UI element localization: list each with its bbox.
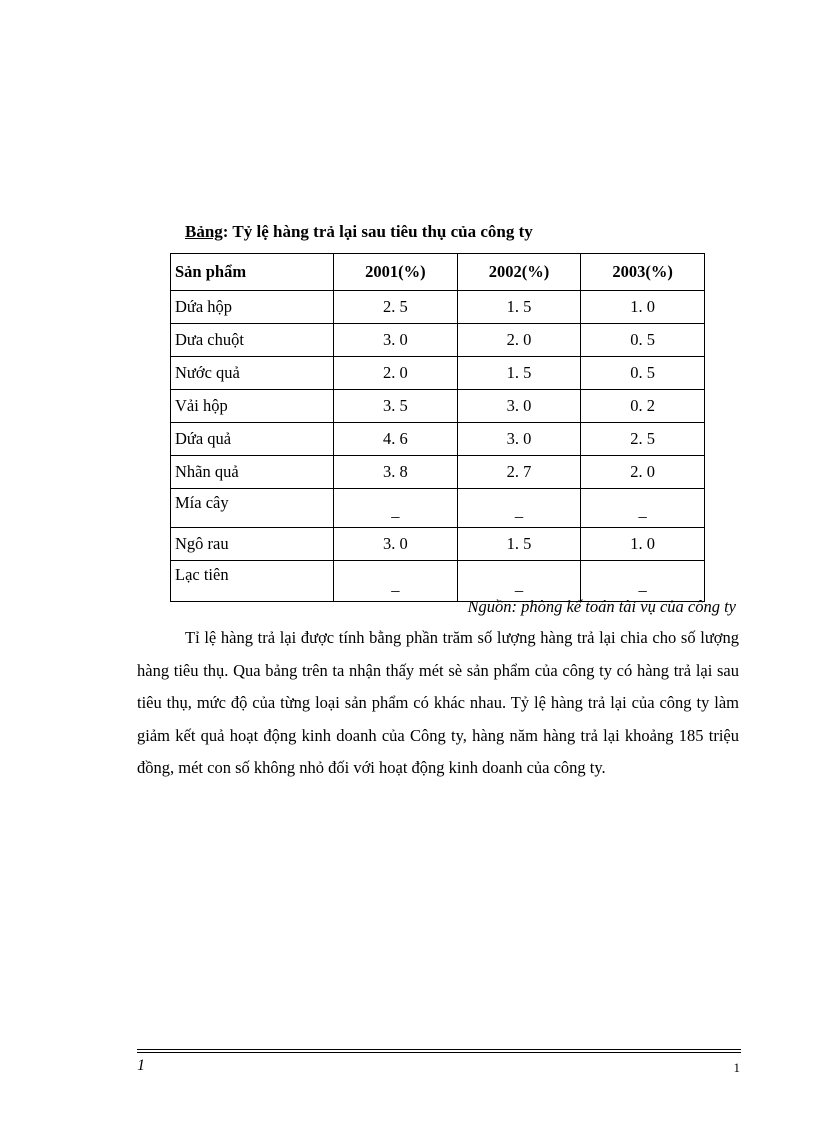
table-row (171, 528, 705, 561)
table-source-note: Nguồn: phòng kế toán tài vụ của công ty (467, 597, 736, 616)
footer-rule-bottom (137, 1052, 741, 1053)
header-product: Sản phẩm (171, 254, 334, 291)
header-2002: 2002(%) (457, 254, 581, 291)
value-2002: 1. 5 (457, 357, 581, 390)
caption-title: Tỷ lệ hàng trả lại sau tiêu thụ của công ty (228, 222, 533, 241)
value-2002: 3. 0 (457, 390, 581, 423)
value-2003: 0. 5 (581, 324, 705, 357)
table-row (171, 423, 705, 456)
table-caption (185, 222, 533, 242)
value-2002: 2. 0 (457, 324, 581, 357)
value-2002: _ (457, 489, 581, 528)
product-name: Mía cây (171, 489, 334, 528)
product-name: Nhãn quả (171, 456, 334, 489)
caption-separator: : (222, 222, 229, 241)
value-2002: 2. 7 (457, 456, 581, 489)
header-2001: 2001(%) (334, 254, 458, 291)
table-row (171, 489, 705, 528)
value-2002: _ (457, 561, 581, 602)
product-name: Nước quả (171, 357, 334, 390)
value-2001: _ (334, 489, 458, 528)
table-row (171, 561, 705, 602)
value-2001: 3. 0 (334, 528, 458, 561)
value-2003: 0. 5 (581, 357, 705, 390)
return-rate-table (170, 253, 705, 602)
product-name: Lạc tiên (171, 561, 334, 602)
caption-label: Bảng (185, 222, 223, 241)
value-2003: 2. 0 (581, 456, 705, 489)
product-name: Ngô rau (171, 528, 334, 561)
value-2003: _ (581, 489, 705, 528)
value-2001: 2. 0 (334, 357, 458, 390)
product-name: Dứa hộp (171, 291, 334, 324)
page-number: 1 (733, 1060, 740, 1075)
value-2001: 3. 0 (334, 324, 458, 357)
value-2003: 0. 2 (581, 390, 705, 423)
value-2003: _ (581, 561, 705, 602)
product-name: Dưa chuột (171, 324, 334, 357)
table-header-row (171, 254, 705, 291)
value-2001: _ (334, 561, 458, 602)
table-row (171, 291, 705, 324)
value-2003: 1. 0 (581, 528, 705, 561)
table-row (171, 357, 705, 390)
value-2002: 1. 5 (457, 528, 581, 561)
value-2001: 3. 5 (334, 390, 458, 423)
table-row (171, 324, 705, 357)
footer-rule-top (137, 1049, 741, 1050)
table-row (171, 456, 705, 489)
value-2001: 4. 6 (334, 423, 458, 456)
header-2003: 2003(%) (581, 254, 705, 291)
value-2001: 2. 5 (334, 291, 458, 324)
value-2002: 3. 0 (457, 423, 581, 456)
value-2002: 1. 5 (457, 291, 581, 324)
value-2003: 1. 0 (581, 291, 705, 324)
footer-left-number: 1 (137, 1057, 145, 1074)
product-name: Dứa quả (171, 423, 334, 456)
value-2003: 2. 5 (581, 423, 705, 456)
product-name: Vải hộp (171, 390, 334, 423)
value-2001: 3. 8 (334, 456, 458, 489)
table-row (171, 390, 705, 423)
body-paragraph: Tỉ lệ hàng trả lại được tính bằng phần trăm số lượng hàng trả lại chia cho số lượng hàng tiêu thụ. Qua bảng trên ta nhận thấy mét sè sản phẩm của công ty có hàng trả lại sau tiêu thụ, mức độ của từng loại sản phẩm có khác nhau. Tỷ lệ hàng trả lại của công ty làm giảm kết quả hoạt động kinh doanh của Công ty, hàng năm hàng trả lại khoảng 185 triệu đồng, mét con số không nhỏ đối với hoạt động kinh doanh của công ty. (137, 628, 739, 777)
